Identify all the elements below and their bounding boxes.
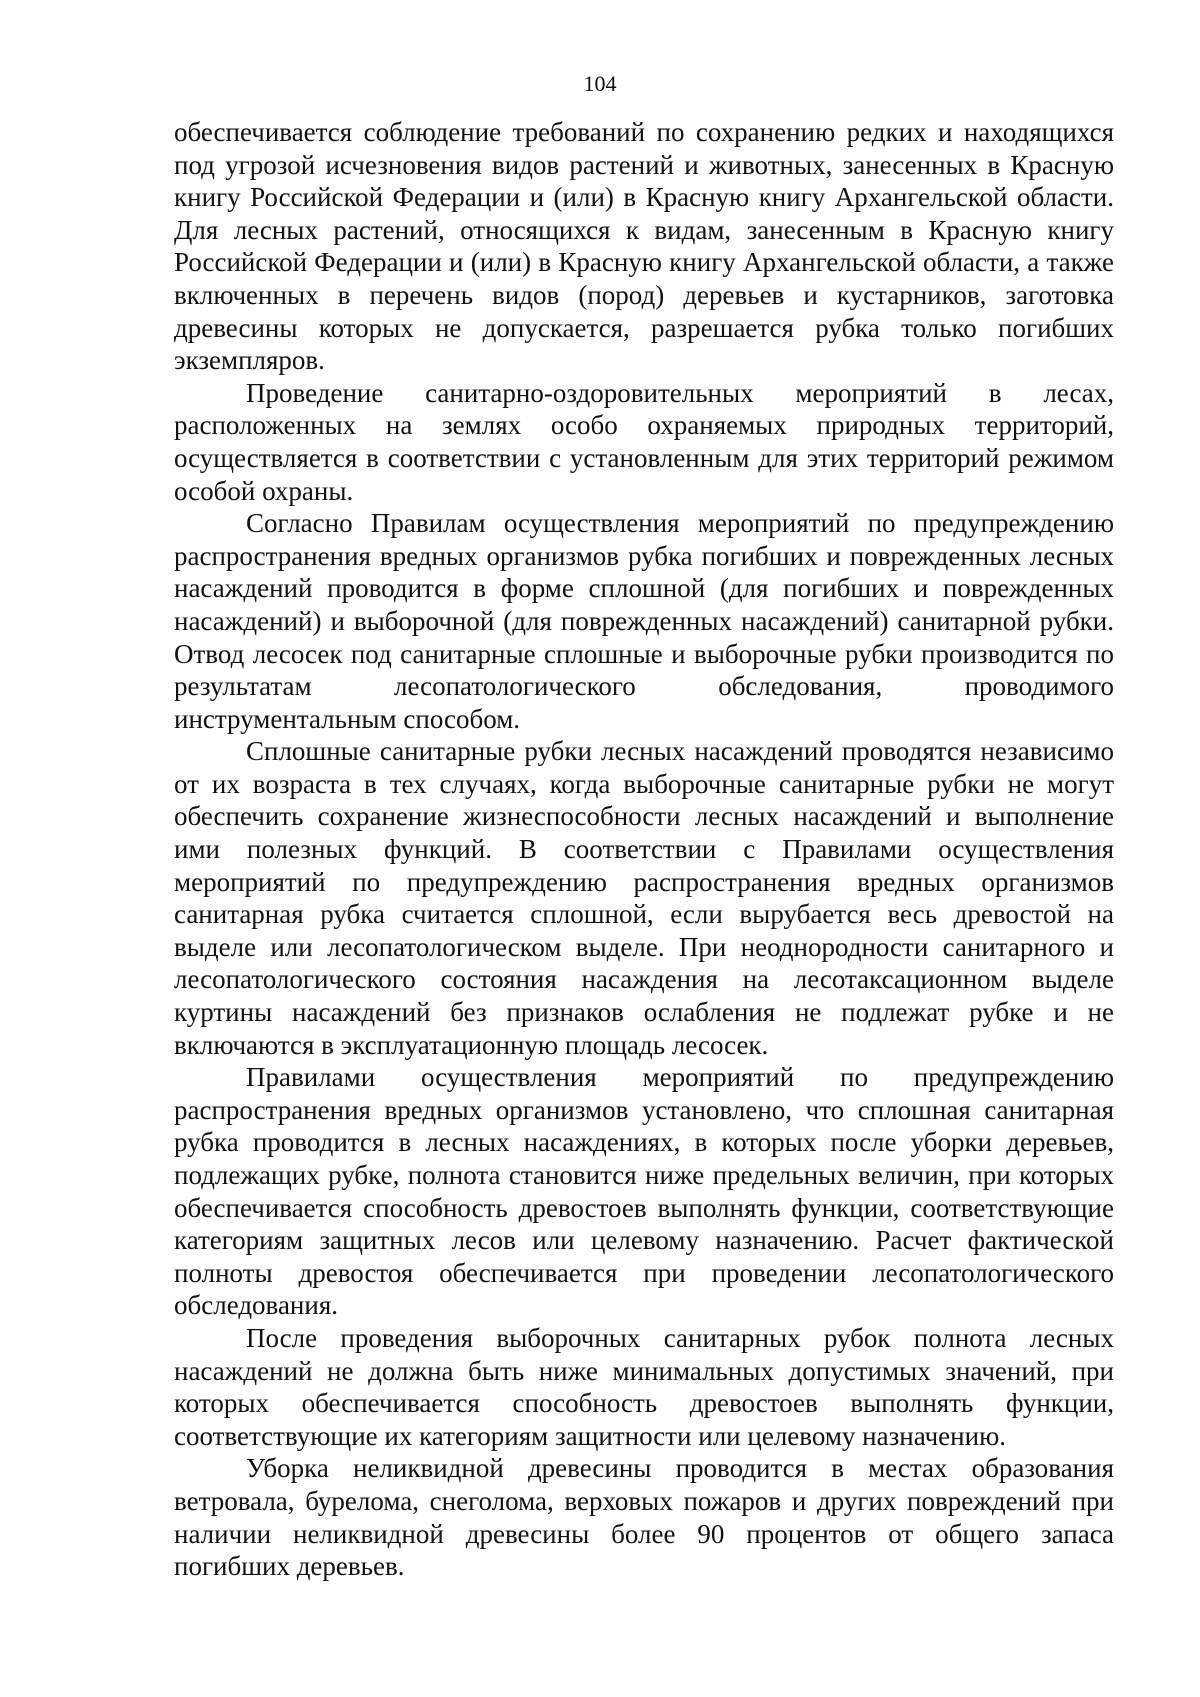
paragraph-rules-harmful-organisms: Согласно Правилам осуществления мероприятий по предупреждению распространения вредных организмов рубка погибших и поврежденных лесных насаждений проводится в форме сплошной (для погибших и поврежденных насаждений) и выборочной (для поврежденных насаждений) санитарной рубки. Отвод лесосек под санитарные сплошные и выборочные рубки производится по результатам лесопатологического обследования, проводимого инструментальным способом. [174,508,1114,734]
paragraph-unmarketable-wood-removal: Уборка неликвидной древесины проводится в местах образования ветровала, бурелома, снеголома, верховых пожаров и других повреждений при наличии неликвидной древесины более 90 процентов от общего запаса погибших деревьев. [174,1453,1114,1582]
page-number: 104 [583,71,617,96]
paragraph-stand-density-limits: Правилами осуществления мероприятий по предупреждению распространения вредных организмов установлено, что сплошная санитарная рубка проводится в лесных насаждениях, в которых после уборки деревьев, подлежащих рубке, полнота становится ниже предельных величин, при которых обеспечивается способность древостоев выполнять функции, соответствующие категориям защитных лесов или целевому назначению. Расчет фактической полноты древостоя обеспечивается при проведении лесопатологического обследования. [174,1062,1114,1321]
document-body [174,116,1114,1583]
paragraph-sanitary-measures-protected-areas: Проведение санитарно-оздоровительных мероприятий в лесах, расположенных на землях особо охраняемых природных территорий, осуществляется в соответствии с установленным для этих территорий режимом особой охраны. [174,377,1114,506]
paragraph-selective-cuttings-density: После проведения выборочных санитарных рубок полнота лесных насаждений не должна быть ниже минимальных допустимых значений, при которых обеспечивается способность древостоев выполнять функции, соответствующие их категориям защитности или целевому назначению. [174,1322,1114,1451]
paragraph-continuation: обеспечивается соблюдение требований по сохранению редких и находящихся под угрозой исчезновения видов растений и животных, занесенных в Красную книгу Российской Федерации и (или) в Красную книгу Архангельской области. Для лесных растений, относящихся к видам, занесенным в Красную книгу Российской Федерации и (или) в Красную книгу Архангельской области, а также включенных в перечень видов (пород) деревьев и кустарников, заготовка древесины которых не допускается, разрешается рубка только погибших экземпляров. [174,117,1114,376]
paragraph-clear-sanitary-cuttings: Сплошные санитарные рубки лесных насаждений проводятся независимо от их возраста в тех случаях, когда выборочные санитарные рубки не могут обеспечить сохранение жизнеспособности лесных насаждений и выполнение ими полезных функций. В соответствии с Правилами осуществления мероприятий по предупреждению распространения вредных организмов санитарная рубка считается сплошной, если вырубается весь древостой на выделе или лесопатологическом выделе. При неоднородности санитарного и лесопатологического состояния насаждения на лесотаксационном выделе куртины насаждений без признаков ослабления не подлежат рубке и не включаются в эксплуатационную площадь лесосек. [174,736,1114,1060]
